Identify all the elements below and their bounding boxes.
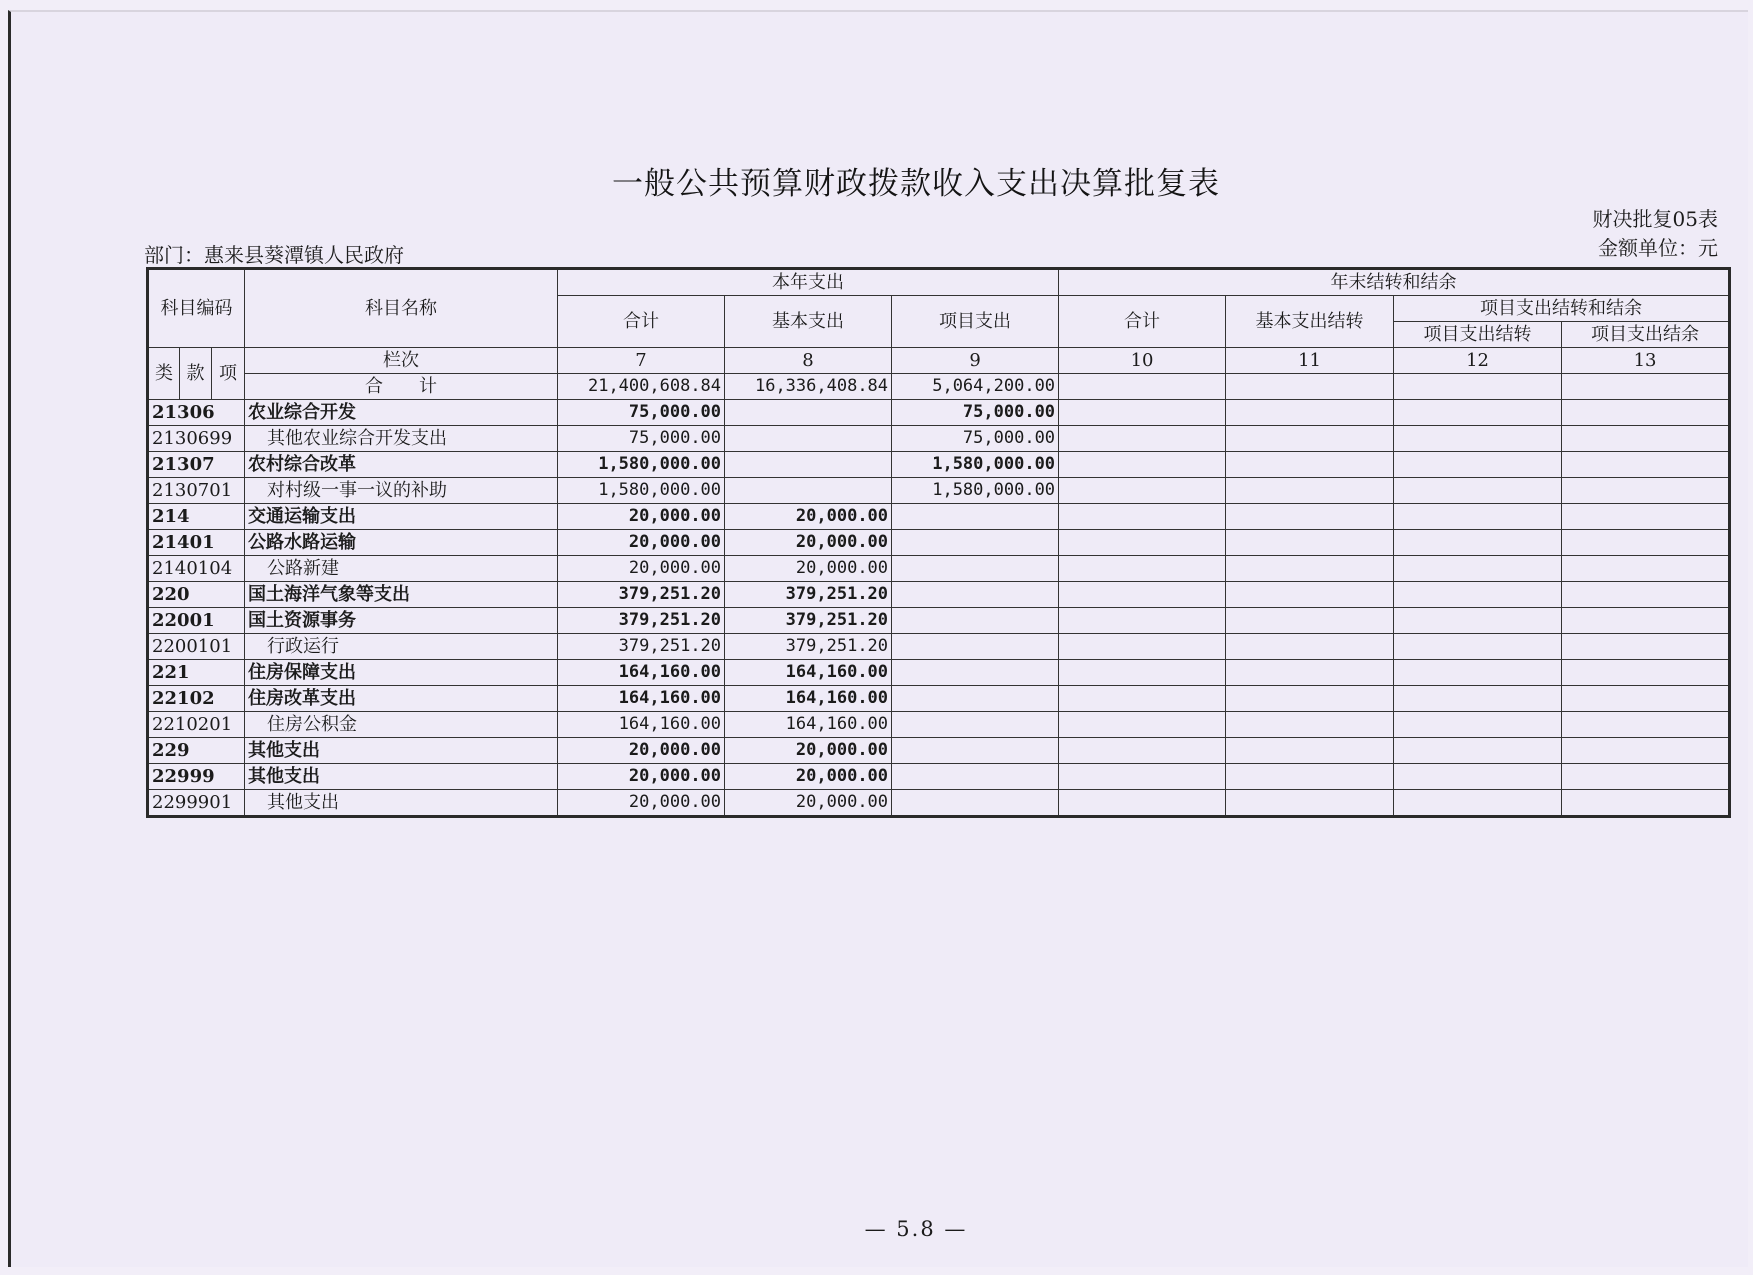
row-total: 20,000.00 xyxy=(558,556,725,582)
row-basic: 379,251.20 xyxy=(725,634,892,660)
col-num: 8 xyxy=(725,348,892,374)
row-total: 379,251.20 xyxy=(558,634,725,660)
row-empty xyxy=(1226,426,1394,452)
table-row xyxy=(148,426,1730,452)
row-project xyxy=(892,660,1059,686)
row-code: 2210201 xyxy=(148,712,245,738)
row-code: 2130701 xyxy=(148,478,245,504)
row-empty xyxy=(1226,790,1394,817)
row-empty xyxy=(1394,608,1562,634)
row-empty xyxy=(1226,400,1394,426)
row-name: 住房公积金 xyxy=(245,712,558,738)
row-empty xyxy=(1562,478,1730,504)
col-num: 9 xyxy=(892,348,1059,374)
row-empty xyxy=(1562,608,1730,634)
form-number: 财决批复05表 xyxy=(1592,207,1718,231)
row-project: 1,580,000.00 xyxy=(892,452,1059,478)
row-empty xyxy=(1562,452,1730,478)
row-empty xyxy=(1059,790,1226,817)
row-project xyxy=(892,738,1059,764)
row-name: 其他支出 xyxy=(245,790,558,817)
row-code: 2140104 xyxy=(148,556,245,582)
row-empty xyxy=(1059,426,1226,452)
row-empty xyxy=(1562,686,1730,712)
header-current-year: 本年支出 xyxy=(558,269,1059,296)
row-total: 20,000.00 xyxy=(558,738,725,764)
document-page xyxy=(8,10,1748,1267)
header-project: 项目支出 xyxy=(892,296,1059,348)
row-basic: 20,000.00 xyxy=(725,738,892,764)
row-basic: 20,000.00 xyxy=(725,530,892,556)
row-empty xyxy=(1059,582,1226,608)
sum-cell: 16,336,408.84 xyxy=(725,374,892,400)
row-name: 住房改革支出 xyxy=(245,686,558,712)
row-empty xyxy=(1059,452,1226,478)
row-total: 20,000.00 xyxy=(558,790,725,817)
sum-cell: 5,064,200.00 xyxy=(892,374,1059,400)
header-project-carry: 项目支出结转 xyxy=(1394,322,1562,348)
header-code: 科目编码 xyxy=(148,269,245,348)
row-total: 20,000.00 xyxy=(558,764,725,790)
row-empty xyxy=(1059,400,1226,426)
row-basic xyxy=(725,426,892,452)
row-project: 75,000.00 xyxy=(892,426,1059,452)
row-empty xyxy=(1226,504,1394,530)
page-number: — 5.8 — xyxy=(864,1217,968,1241)
header-total: 合计 xyxy=(558,296,725,348)
row-name: 行政运行 xyxy=(245,634,558,660)
row-basic: 20,000.00 xyxy=(725,764,892,790)
row-empty xyxy=(1226,530,1394,556)
row-project: 1,580,000.00 xyxy=(892,478,1059,504)
header-lei: 类 xyxy=(148,348,180,400)
sum-cell: 21,400,608.84 xyxy=(558,374,725,400)
col-num: 13 xyxy=(1562,348,1730,374)
table-row xyxy=(148,764,1730,790)
row-project xyxy=(892,530,1059,556)
col-num: 10 xyxy=(1059,348,1226,374)
row-empty xyxy=(1226,660,1394,686)
row-total: 75,000.00 xyxy=(558,426,725,452)
row-empty xyxy=(1226,764,1394,790)
col-num: 12 xyxy=(1394,348,1562,374)
row-code: 2200101 xyxy=(148,634,245,660)
row-project xyxy=(892,790,1059,817)
row-code: 2299901 xyxy=(148,790,245,817)
header-kuan: 款 xyxy=(180,348,212,400)
sum-label: 合 计 xyxy=(245,374,558,400)
row-code: 21307 xyxy=(148,452,245,478)
header-column-order: 栏次 xyxy=(245,348,558,374)
budget-table xyxy=(146,267,1731,818)
col-num: 7 xyxy=(558,348,725,374)
header-xiang: 项 xyxy=(212,348,245,400)
row-code: 21306 xyxy=(148,400,245,426)
row-empty xyxy=(1226,478,1394,504)
table-row xyxy=(148,660,1730,686)
table-row xyxy=(148,686,1730,712)
table-row xyxy=(148,556,1730,582)
row-empty xyxy=(1562,790,1730,817)
row-empty xyxy=(1394,686,1562,712)
row-empty xyxy=(1059,608,1226,634)
row-total: 164,160.00 xyxy=(558,686,725,712)
row-total: 164,160.00 xyxy=(558,712,725,738)
row-code: 229 xyxy=(148,738,245,764)
table-row xyxy=(148,712,1730,738)
row-empty xyxy=(1562,400,1730,426)
row-basic xyxy=(725,478,892,504)
row-project xyxy=(892,608,1059,634)
row-empty xyxy=(1562,582,1730,608)
row-empty xyxy=(1394,426,1562,452)
sum-cell xyxy=(1394,374,1562,400)
row-name: 其他农业综合开发支出 xyxy=(245,426,558,452)
row-empty xyxy=(1059,764,1226,790)
table-row xyxy=(148,582,1730,608)
row-project: 75,000.00 xyxy=(892,400,1059,426)
row-basic: 164,160.00 xyxy=(725,660,892,686)
header-total-2: 合计 xyxy=(1059,296,1226,348)
row-empty xyxy=(1226,582,1394,608)
table-row xyxy=(148,790,1730,817)
row-empty xyxy=(1394,452,1562,478)
row-basic: 20,000.00 xyxy=(725,790,892,817)
table-row xyxy=(148,504,1730,530)
row-project xyxy=(892,686,1059,712)
row-empty xyxy=(1059,556,1226,582)
row-code: 214 xyxy=(148,504,245,530)
row-project xyxy=(892,764,1059,790)
sum-cell xyxy=(1059,374,1226,400)
row-empty xyxy=(1562,764,1730,790)
col-num: 11 xyxy=(1226,348,1394,374)
row-empty xyxy=(1059,530,1226,556)
row-total: 379,251.20 xyxy=(558,608,725,634)
table-row xyxy=(148,738,1730,764)
header-project-carry-group: 项目支出结转和结余 xyxy=(1394,296,1730,322)
row-empty xyxy=(1059,686,1226,712)
row-empty xyxy=(1059,660,1226,686)
row-empty xyxy=(1059,712,1226,738)
header-project-balance: 项目支出结余 xyxy=(1562,322,1730,348)
row-total: 1,580,000.00 xyxy=(558,478,725,504)
row-name: 对村级一事一议的补助 xyxy=(245,478,558,504)
row-code: 220 xyxy=(148,582,245,608)
row-empty xyxy=(1059,738,1226,764)
row-empty xyxy=(1562,634,1730,660)
row-total: 379,251.20 xyxy=(558,582,725,608)
row-empty xyxy=(1059,504,1226,530)
row-total: 164,160.00 xyxy=(558,660,725,686)
row-empty xyxy=(1226,556,1394,582)
row-empty xyxy=(1562,556,1730,582)
sum-cell xyxy=(1226,374,1394,400)
row-project xyxy=(892,712,1059,738)
row-name: 交通运输支出 xyxy=(245,504,558,530)
row-code: 22102 xyxy=(148,686,245,712)
row-empty xyxy=(1226,608,1394,634)
row-empty xyxy=(1226,686,1394,712)
sum-cell xyxy=(1562,374,1730,400)
row-name: 其他支出 xyxy=(245,764,558,790)
header-name: 科目名称 xyxy=(245,269,558,348)
header-basic-carry: 基本支出结转 xyxy=(1226,296,1394,348)
row-empty xyxy=(1394,712,1562,738)
row-empty xyxy=(1394,504,1562,530)
row-empty xyxy=(1226,738,1394,764)
header-basic: 基本支出 xyxy=(725,296,892,348)
row-code: 221 xyxy=(148,660,245,686)
table-row xyxy=(148,634,1730,660)
row-basic: 379,251.20 xyxy=(725,608,892,634)
row-project xyxy=(892,634,1059,660)
table-row xyxy=(148,452,1730,478)
row-basic: 379,251.20 xyxy=(725,582,892,608)
row-empty xyxy=(1562,426,1730,452)
row-name: 公路新建 xyxy=(245,556,558,582)
row-basic: 20,000.00 xyxy=(725,504,892,530)
row-empty xyxy=(1394,738,1562,764)
row-name: 公路水路运输 xyxy=(245,530,558,556)
row-name: 住房保障支出 xyxy=(245,660,558,686)
row-empty xyxy=(1394,634,1562,660)
row-name: 农业综合开发 xyxy=(245,400,558,426)
row-empty xyxy=(1394,400,1562,426)
row-name: 农村综合改革 xyxy=(245,452,558,478)
row-total: 75,000.00 xyxy=(558,400,725,426)
row-empty xyxy=(1394,764,1562,790)
row-total: 20,000.00 xyxy=(558,504,725,530)
row-total: 20,000.00 xyxy=(558,530,725,556)
row-empty xyxy=(1562,530,1730,556)
row-empty xyxy=(1394,582,1562,608)
amount-unit: 金额单位：元 xyxy=(1598,236,1718,260)
row-empty xyxy=(1394,660,1562,686)
document-title: 一般公共预算财政拨款收入支出决算批复表 xyxy=(612,166,1220,202)
row-basic xyxy=(725,452,892,478)
row-basic xyxy=(725,400,892,426)
row-empty xyxy=(1226,634,1394,660)
row-code: 22001 xyxy=(148,608,245,634)
row-empty xyxy=(1394,556,1562,582)
row-code: 22999 xyxy=(148,764,245,790)
row-empty xyxy=(1394,530,1562,556)
table-row xyxy=(148,608,1730,634)
header-year-end: 年末结转和结余 xyxy=(1059,269,1730,296)
row-empty xyxy=(1059,634,1226,660)
row-empty xyxy=(1562,738,1730,764)
row-name: 国土资源事务 xyxy=(245,608,558,634)
row-name: 国土海洋气象等支出 xyxy=(245,582,558,608)
row-project xyxy=(892,582,1059,608)
row-project xyxy=(892,556,1059,582)
table-row xyxy=(148,400,1730,426)
department-label: 部门：惠来县葵潭镇人民政府 xyxy=(144,243,404,267)
row-empty xyxy=(1562,712,1730,738)
row-project xyxy=(892,504,1059,530)
row-name: 其他支出 xyxy=(245,738,558,764)
table-row xyxy=(148,530,1730,556)
row-empty xyxy=(1562,504,1730,530)
row-empty xyxy=(1562,660,1730,686)
table-row xyxy=(148,478,1730,504)
row-empty xyxy=(1226,712,1394,738)
row-empty xyxy=(1059,478,1226,504)
row-empty xyxy=(1394,478,1562,504)
row-total: 1,580,000.00 xyxy=(558,452,725,478)
row-basic: 164,160.00 xyxy=(725,686,892,712)
row-empty xyxy=(1226,452,1394,478)
row-code: 21401 xyxy=(148,530,245,556)
row-empty xyxy=(1394,790,1562,817)
row-code: 2130699 xyxy=(148,426,245,452)
row-basic: 20,000.00 xyxy=(725,556,892,582)
row-basic: 164,160.00 xyxy=(725,712,892,738)
